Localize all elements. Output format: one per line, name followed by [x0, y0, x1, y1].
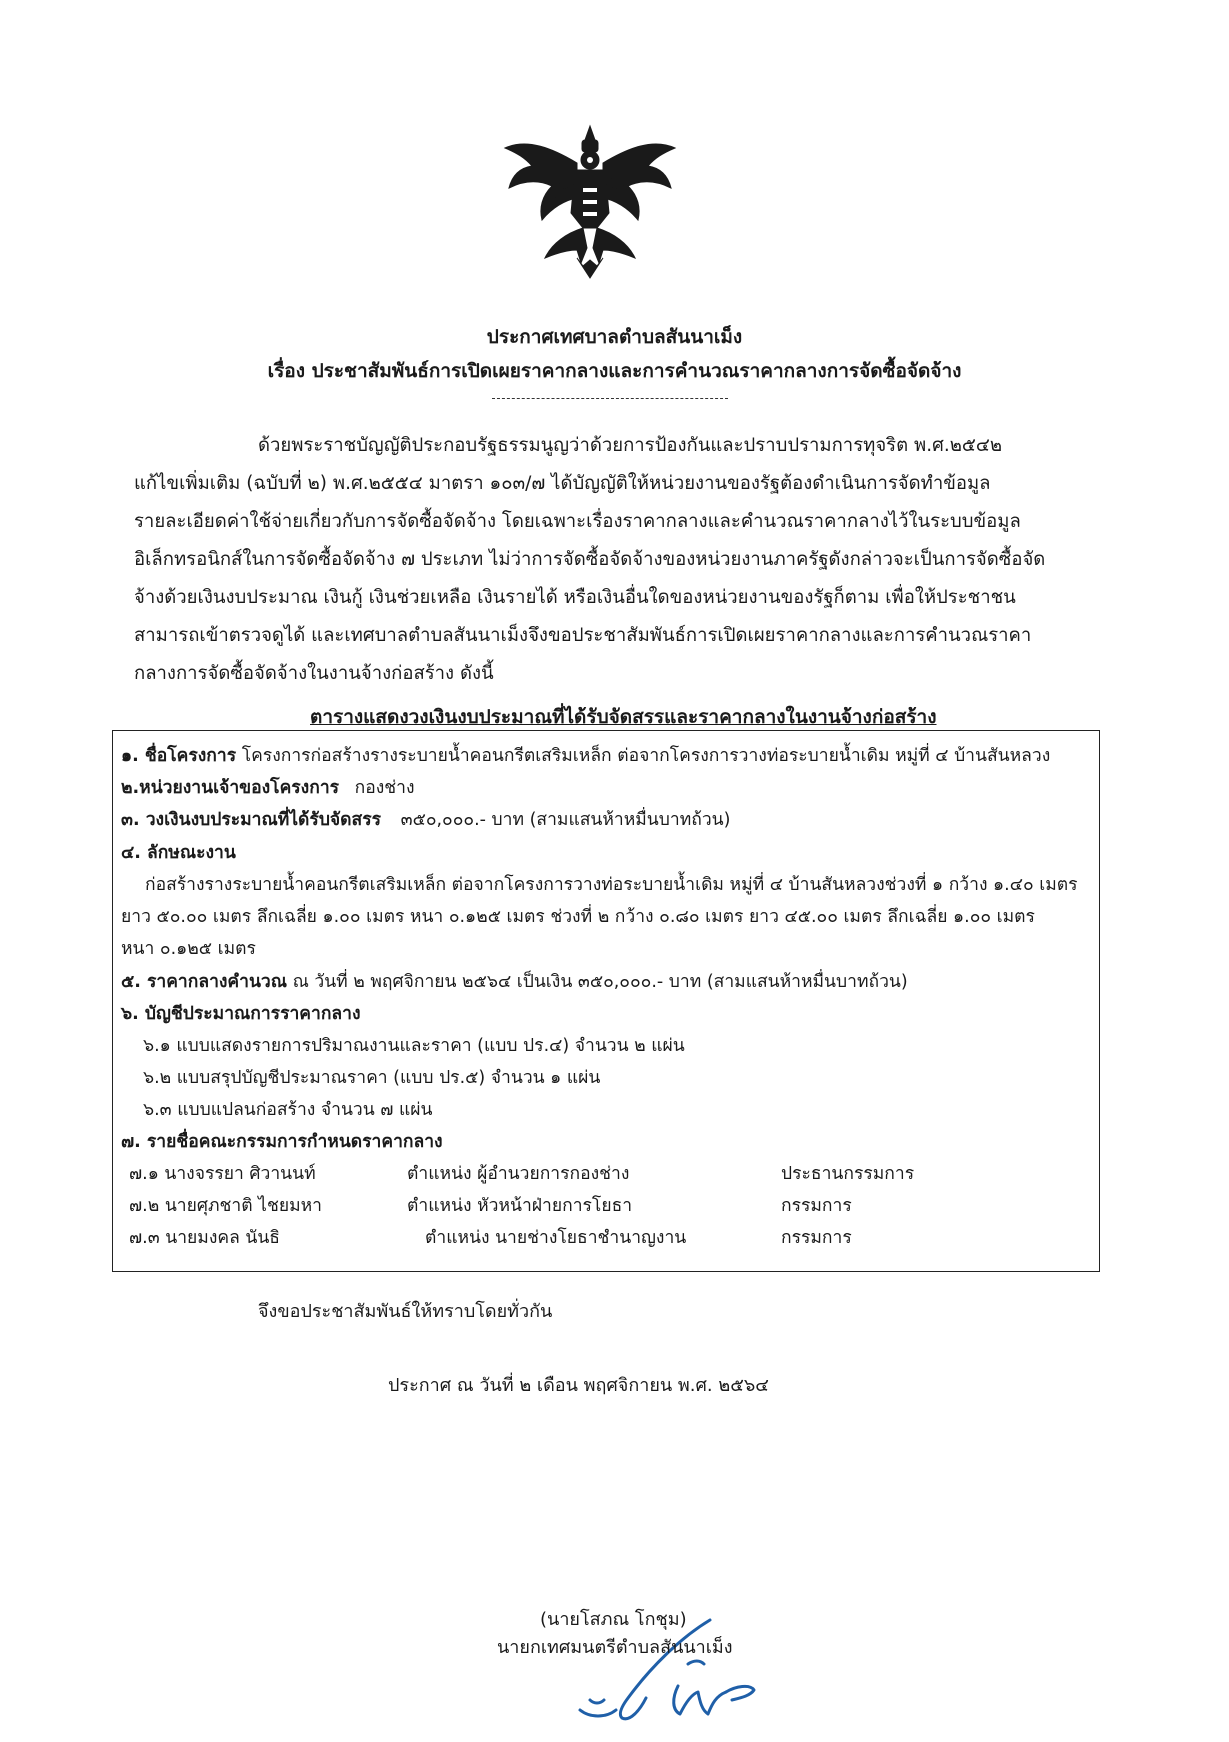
- committee-member-role: กรรมการ: [781, 1196, 852, 1216]
- project-table: [112, 730, 1100, 1272]
- budget-row: [121, 805, 730, 833]
- budget-label: ๓. วงเงินงบประมาณที่ได้รับจัดสรร: [121, 810, 382, 830]
- estimate-item: ๖.๑ แบบแสดงรายการปริมาณงานและราคา (แบบ ปร.๔) จำนวน ๒ แผ่น: [143, 1036, 685, 1056]
- table-title: ตารางแสดงวงเงินงบประมาณที่ได้รับจัดสรรและราคากลางในงานจ้างก่อสร้าง: [310, 706, 937, 728]
- project-name-label: ๑. ชื่อโครงการ: [121, 746, 237, 766]
- work-desc-line: ก่อสร้างรางระบายน้ำคอนกรีตเสริมเหล็ก ต่อจากโครงการวางท่อระบายน้ำเดิม หมู่ที่ ๔ บ้านสันหลวงช่วงที่ ๑ กว้าง ๑.๔๐ เมตร: [145, 875, 1078, 895]
- signer-name: (นายโสภณ โกชุม): [540, 1609, 687, 1630]
- intro-line: จ้างด้วยเงินงบประมาณ เงินกู้ เงินช่วยเหลือ เงินรายได้ หรือเงินอื่นใดของหน่วยงานของรัฐก็ตาม เพื่อให้ประชาชน: [134, 587, 1016, 608]
- work-type-label: ๔. ลักษณะงาน: [121, 843, 236, 863]
- closing-text: จึงขอประชาสัมพันธ์ให้ทราบโดยทั่วกัน: [258, 1301, 553, 1322]
- committee-member-position: ตำแหน่ง หัวหน้าฝ่ายการโยธา: [407, 1196, 633, 1216]
- intro-line: รายละเอียดค่าใช้จ่ายเกี่ยวกับการจัดซื้อจัดจ้าง โดยเฉพาะเรื่องราคากลางและคำนวณราคากลางไว้ในระบบข้อมูล: [134, 511, 1021, 532]
- intro-line: กลางการจัดซื้อจัดจ้างในงานจ้างก่อสร้าง ดังนี้: [134, 663, 494, 684]
- garuda-emblem-icon: [497, 118, 683, 283]
- page-title: ประกาศเทศบาลตำบลสันนาเม็ง: [486, 326, 743, 348]
- work-desc-line: หนา ๐.๑๒๕ เมตร: [121, 939, 256, 959]
- committee-member-name: ๗.๒ นายศุภชาติ ไชยมหา: [129, 1196, 322, 1216]
- intro-line: สามารถเข้าตรวจดูได้ และเทศบาลตำบลสันนาเม็งจึงขอประชาสัมพันธ์การเปิดเผยราคากลางและการคำนวณราคา: [134, 625, 1032, 646]
- title-divider: [492, 398, 728, 399]
- committee-member-name: ๗.๑ นางจรรยา ศิวานนท์: [129, 1164, 316, 1184]
- committee-label: ๗. รายชื่อคณะกรรมการกำหนดราคากลาง: [121, 1132, 443, 1152]
- committee-member-role: กรรมการ: [781, 1228, 852, 1248]
- project-name-row: [121, 741, 1050, 769]
- median-price-label: ๕. ราคากลางคำนวณ: [121, 972, 287, 992]
- committee-member-name: ๗.๓ นายมงคล นันธิ: [129, 1228, 280, 1248]
- intro-paragraph: [134, 427, 1110, 693]
- owner-unit-label: ๒.หน่วยงานเจ้าของโครงการ: [121, 778, 340, 798]
- signer-title: นายกเทศมนตรีตำบลสันนาเม็ง: [497, 1637, 733, 1658]
- work-desc-line: ยาว ๕๐.๐๐ เมตร ลึกเฉลี่ย ๑.๐๐ เมตร หนา ๐.๑๒๕ เมตร ช่วงที่ ๒ กว้าง ๐.๘๐ เมตร ยาว ๔๕.๐๐ เมตร ลึกเฉลี่ย ๑.๐๐ เมตร: [121, 907, 1035, 927]
- project-name-value: โครงการก่อสร้างรางระบายน้ำคอนกรีตเสริมเหล็ก ต่อจากโครงการวางท่อระบายน้ำเดิม หมู่ที่ ๔ บ้านสันหลวง: [241, 746, 1051, 766]
- committee-member-position: ตำแหน่ง นายช่างโยธาชำนาญงาน: [425, 1228, 687, 1248]
- budget-value: ๓๕๐,๐๐๐.- บาท (สามแสนห้าหมื่นบาทถ้วน): [400, 810, 731, 830]
- estimate-list-label: ๖. บัญชีประมาณการราคากลาง: [121, 1004, 361, 1024]
- committee-member-position: ตำแหน่ง ผู้อำนวยการกองช่าง: [407, 1164, 630, 1184]
- intro-line: อิเล็กทรอนิกส์ในการจัดซื้อจัดจ้าง ๗ ประเภท ไม่ว่าการจัดซื้อจัดจ้างของหน่วยงานภาครัฐดังกล่าวจะเป็นการจัดซื้อจัด: [134, 549, 1046, 570]
- owner-unit-row: [121, 773, 415, 801]
- committee-member-role: ประธานกรรมการ: [781, 1164, 915, 1184]
- intro-line: แก้ไขเพิ่มเติม (ฉบับที่ ๒) พ.ศ.๒๕๕๔ มาตรา ๑๐๓/๗ ได้บัญญัติให้หน่วยงานของรัฐต้องดำเนินการจัดทำข้อมูล: [134, 473, 991, 494]
- owner-unit-value: กองช่าง: [354, 778, 415, 798]
- intro-line: ด้วยพระราชบัญญัติประกอบรัฐธรรมนูญว่าด้วยการป้องกันและปราบปรามการทุจริต พ.ศ.๒๕๔๒: [258, 435, 1003, 456]
- subject-line: เรื่อง ประชาสัมพันธ์การเปิดเผยราคากลางและการคำนวณราคากลางการจัดซื้อจัดจ้าง: [267, 360, 962, 382]
- estimate-item: ๖.๓ แบบแปลนก่อสร้าง จำนวน ๗ แผ่น: [143, 1100, 433, 1120]
- median-price-value: ณ วันที่ ๒ พฤศจิกายน ๒๕๖๔ เป็นเงิน ๓๕๐,๐๐๐.- บาท (สามแสนห้าหมื่นบาทถ้วน): [292, 972, 908, 992]
- median-price-row: [121, 967, 908, 995]
- estimate-item: ๖.๒ แบบสรุปบัญชีประมาณราคา (แบบ ปร.๕) จำนวน ๑ แผ่น: [143, 1068, 601, 1088]
- announce-date: ประกาศ ณ วันที่ ๒ เดือน พฤศจิกายน พ.ศ. ๒๕๖๔: [388, 1375, 769, 1396]
